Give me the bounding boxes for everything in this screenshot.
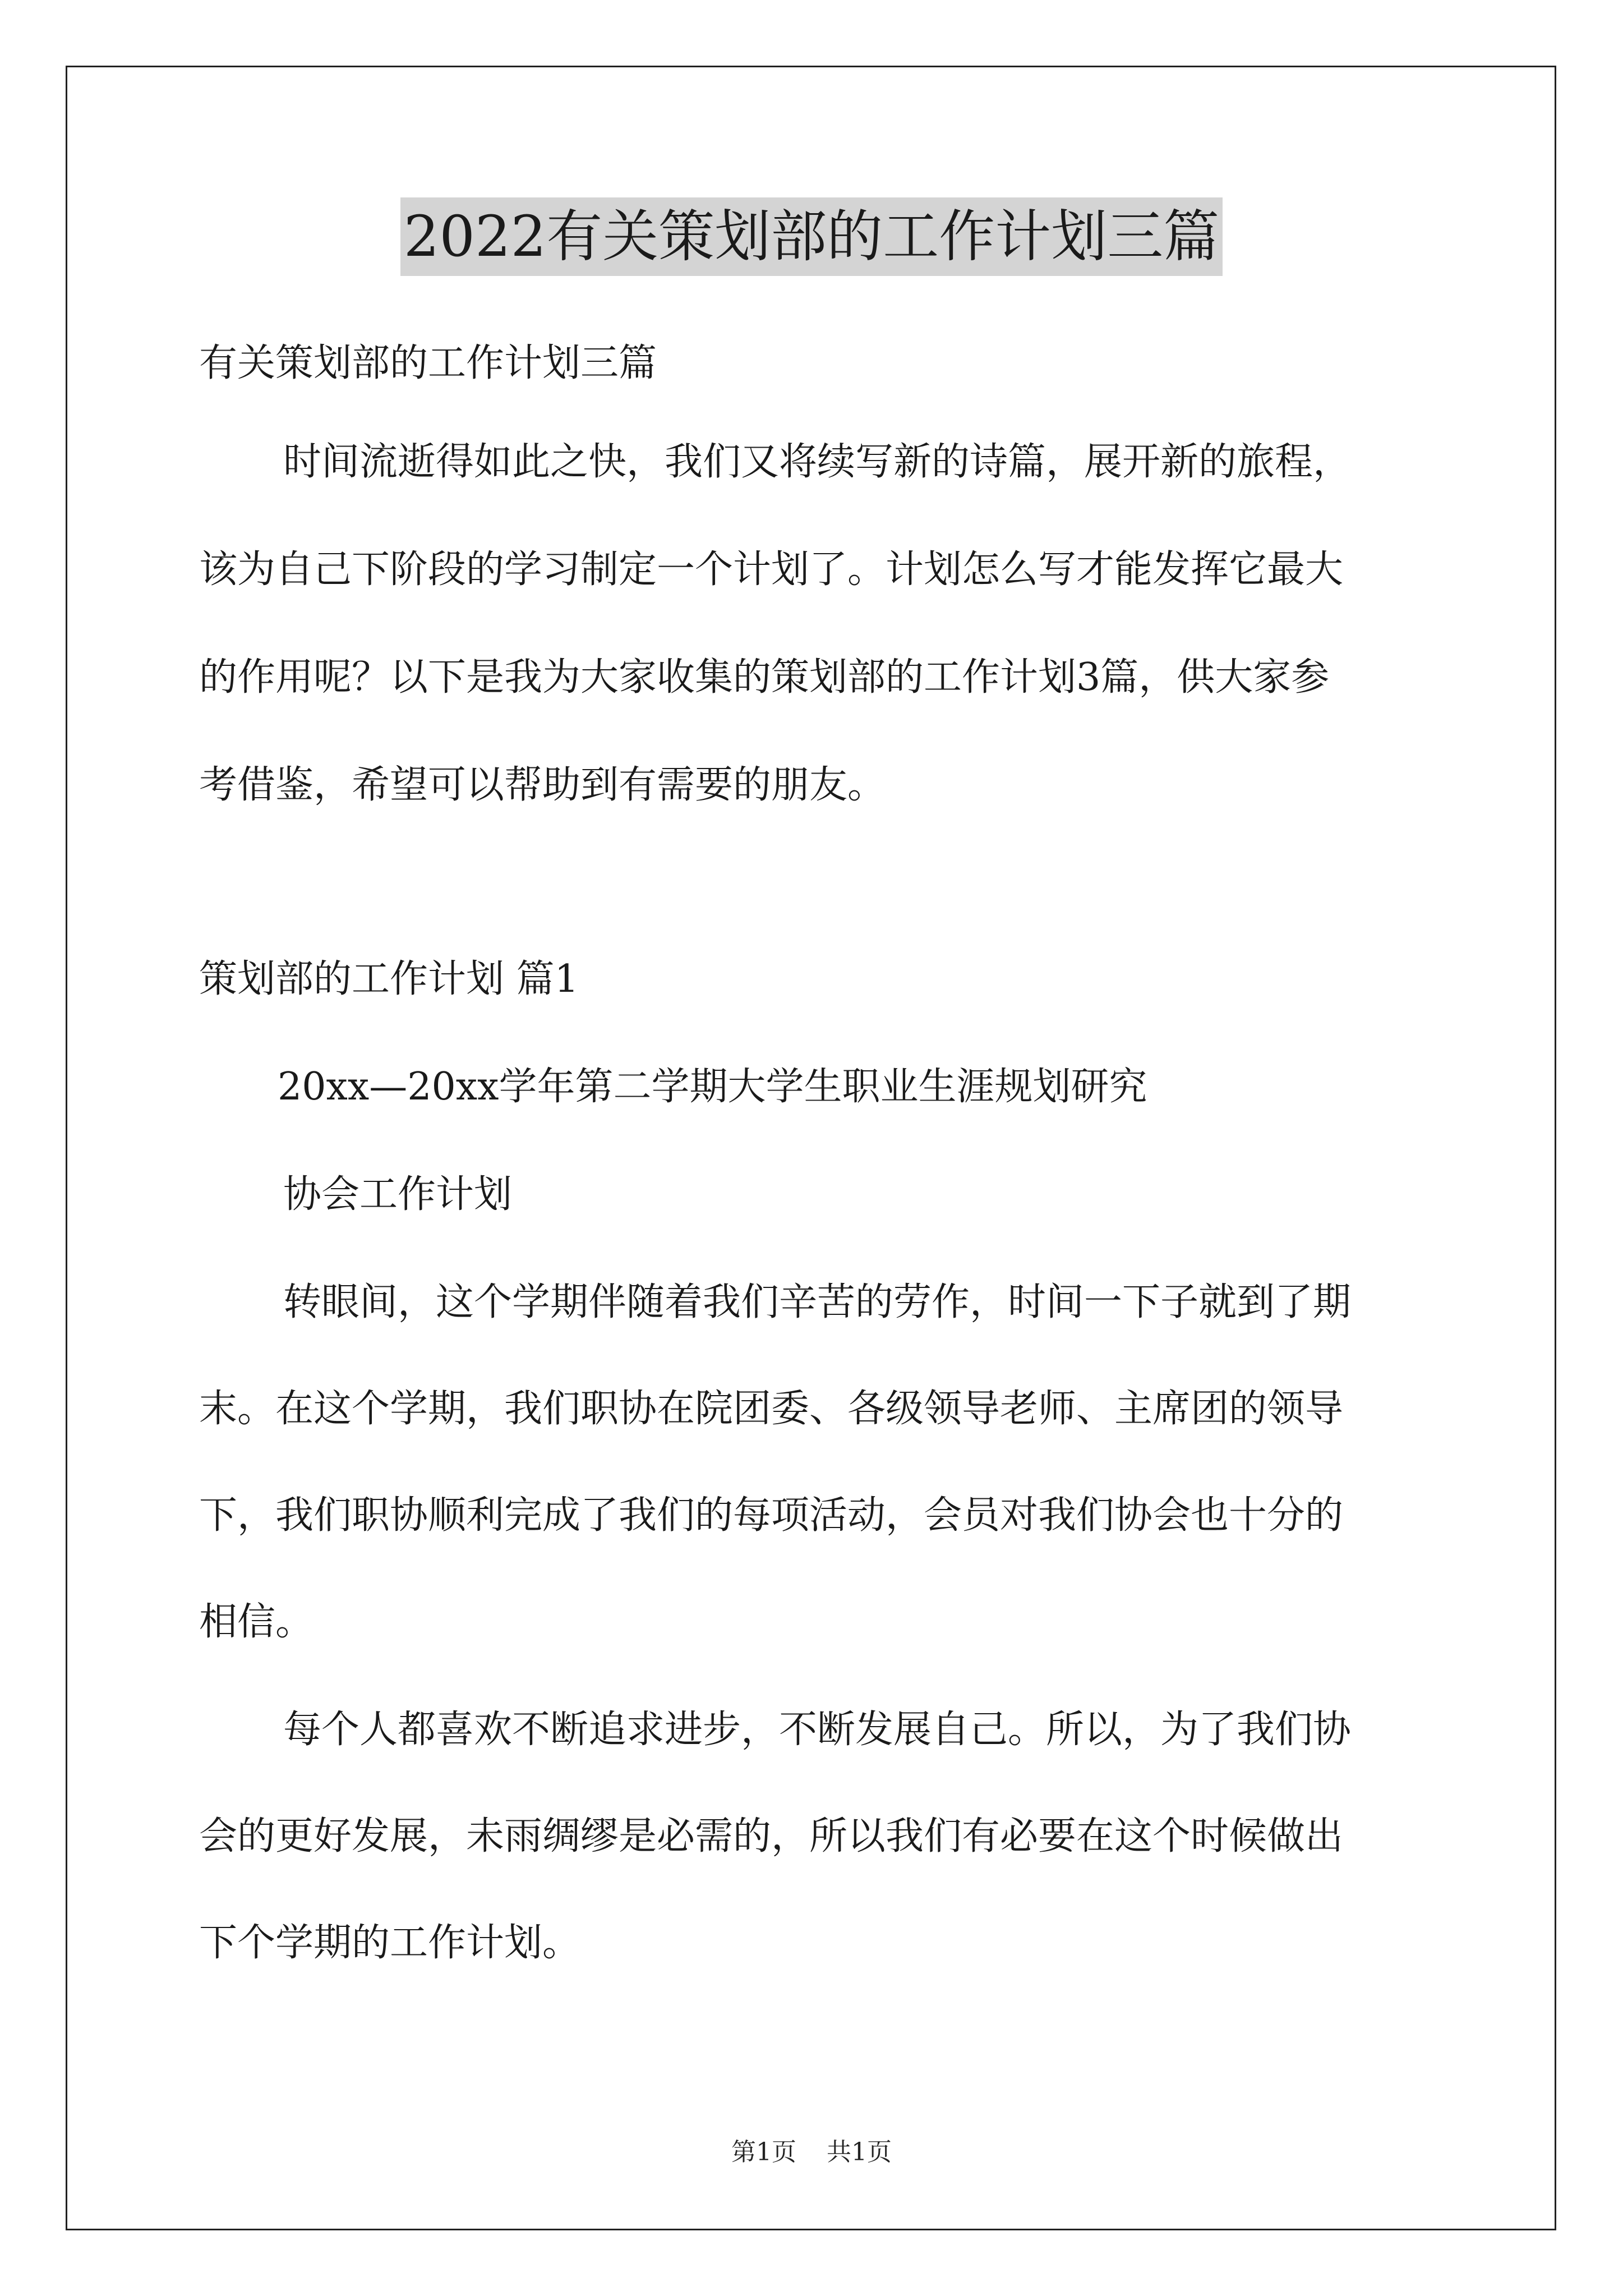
intro-line: 考借鉴，希望可以帮助到有需要的朋友。 (199, 763, 886, 807)
page-footer (0, 2132, 1623, 2168)
paragraph-line: 下个学期的工作计划。 (199, 1921, 581, 1965)
intro-line: 的作用呢？以下是我为大家收集的策划部的工作计划3篇，供大家参 (199, 655, 1330, 700)
paragraph-line: 相信。 (199, 1600, 314, 1644)
intro-line: 时间流逝得如此之快，我们又将续写新的诗篇，展开新的旅程， (283, 440, 1352, 484)
paragraph-line: 下，我们职协顺利完成了我们的每项活动，会员对我们协会也十分的 (199, 1493, 1344, 1538)
document-body (199, 337, 1427, 1970)
paragraph-line: 会的更好发展，未雨绸缪是必需的，所以我们有必要在这个时候做出 (199, 1814, 1344, 1858)
intro-paragraph (199, 435, 1427, 812)
page-number: 第1页 (731, 2138, 796, 2166)
section-title-line: 20xx—20xx学年第二学期大学生职业生涯规划研究 (278, 1065, 1147, 1109)
page-total: 共1页 (827, 2138, 892, 2166)
document-title: 2022有关策划部的工作计划三篇 (400, 197, 1223, 276)
paragraph (199, 1276, 1427, 1649)
paragraph-line: 末。在这个学期，我们职协在院团委、各级领导老师、主席团的领导 (199, 1387, 1344, 1431)
document-subtitle: 有关策划部的工作计划三篇 (199, 341, 657, 385)
title-block (0, 197, 1623, 276)
paragraph-line: 转眼间，这个学期伴随着我们辛苦的劳作，时间一下子就到了期 (283, 1280, 1352, 1324)
paragraph (199, 1703, 1427, 1970)
section-heading: 策划部的工作计划 篇1 (199, 957, 579, 1001)
paragraph-line: 每个人都喜欢不断追求进步，不断发展自己。所以，为了我们协 (283, 1708, 1352, 1752)
intro-line: 该为自己下阶段的学习制定一个计划了。计划怎么写才能发挥它最大 (199, 547, 1344, 592)
section-title-line: 协会工作计划 (283, 1172, 513, 1217)
